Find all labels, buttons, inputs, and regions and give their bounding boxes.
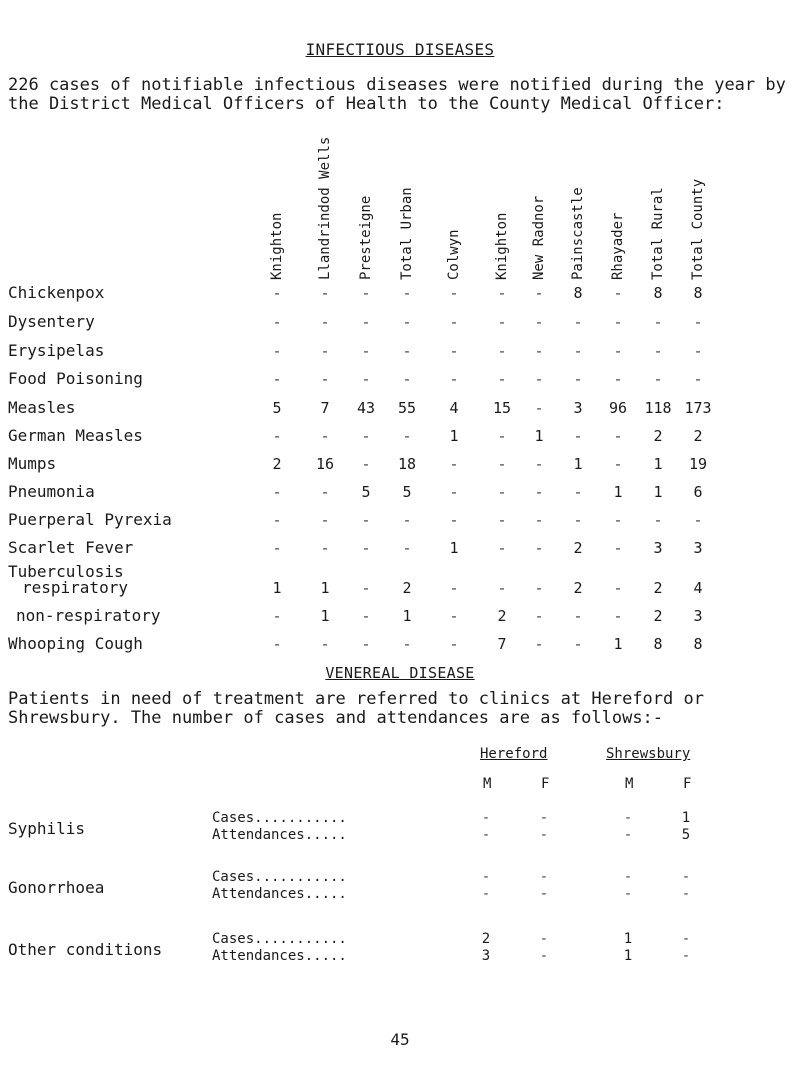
- vd-cell: -: [539, 827, 549, 843]
- vd-cell: -: [539, 931, 549, 947]
- table-cell: -: [653, 511, 663, 529]
- table-cell: -: [613, 455, 623, 473]
- table-cell: 2: [497, 607, 507, 625]
- vd-cell: -: [681, 931, 691, 947]
- table-cell: -: [534, 539, 544, 557]
- hereford-m-header: M: [483, 776, 492, 792]
- table-cell: -: [361, 284, 371, 302]
- table-cell: -: [449, 579, 459, 597]
- table-cell: -: [534, 313, 544, 331]
- row-label: German Measles: [8, 426, 143, 445]
- table-cell: -: [693, 313, 703, 331]
- row-label: Measles: [8, 398, 76, 417]
- table-cell: -: [497, 455, 507, 473]
- table-cell: -: [534, 579, 544, 597]
- table-cell: 1: [534, 427, 544, 445]
- table-cell: 1: [320, 607, 330, 625]
- table-cell: -: [402, 539, 412, 557]
- row-label: Puerperal Pyrexia: [8, 510, 172, 529]
- table-cell: -: [449, 455, 459, 473]
- attendances-label: Attendances.....: [212, 886, 347, 902]
- table-cell: -: [320, 342, 330, 360]
- table-cell: -: [320, 635, 330, 653]
- table-cell: -: [320, 483, 330, 501]
- attendances-label: Attendances.....: [212, 948, 347, 964]
- shrewsbury-m-header: M: [625, 776, 634, 792]
- table-cell: -: [402, 342, 412, 360]
- table-cell: -: [497, 427, 507, 445]
- table-cell: -: [402, 511, 412, 529]
- table-cell: 173: [684, 399, 712, 417]
- page-title: INFECTIOUS DISEASES: [305, 40, 495, 59]
- table-cell: -: [449, 342, 459, 360]
- table-cell: -: [693, 511, 703, 529]
- table-cell: 2: [653, 579, 663, 597]
- table-cell: 1: [320, 579, 330, 597]
- table-cell: -: [534, 607, 544, 625]
- table-cell: -: [693, 342, 703, 360]
- table-cell: 2: [653, 427, 663, 445]
- table-cell: -: [272, 635, 282, 653]
- vd-cell: 5: [681, 827, 691, 843]
- table-cell: 8: [693, 635, 703, 653]
- table-cell: -: [449, 284, 459, 302]
- vd-cell: -: [539, 886, 549, 902]
- table-cell: -: [361, 427, 371, 445]
- table-cell: -: [573, 370, 583, 388]
- table-cell: -: [613, 427, 623, 445]
- row-label: Tuberculosis: [8, 562, 124, 581]
- table-cell: -: [361, 539, 371, 557]
- table-cell: -: [497, 483, 507, 501]
- row-label: Whooping Cough: [8, 634, 143, 653]
- table-cell: -: [497, 579, 507, 597]
- table-cell: 2: [272, 455, 282, 473]
- table-cell: 8: [653, 635, 663, 653]
- table-cell: 1: [613, 635, 623, 653]
- table-cell: -: [320, 539, 330, 557]
- table-cell: 3: [693, 607, 703, 625]
- table-cell: -: [497, 313, 507, 331]
- table-cell: -: [449, 313, 459, 331]
- shrewsbury-f-header: F: [683, 776, 692, 792]
- column-header: Presteigne: [358, 195, 374, 280]
- table-cell: -: [497, 539, 507, 557]
- table-cell: 43: [356, 399, 376, 417]
- table-cell: -: [534, 370, 544, 388]
- hereford-f-header: F: [541, 776, 550, 792]
- table-cell: -: [272, 539, 282, 557]
- table-cell: -: [653, 342, 663, 360]
- table-cell: -: [320, 427, 330, 445]
- table-cell: -: [449, 511, 459, 529]
- table-cell: -: [693, 370, 703, 388]
- table-cell: 8: [573, 284, 583, 302]
- table-cell: -: [320, 511, 330, 529]
- table-cell: 19: [688, 455, 708, 473]
- table-cell: -: [613, 511, 623, 529]
- table-cell: -: [272, 607, 282, 625]
- table-cell: -: [534, 483, 544, 501]
- table-cell: -: [272, 483, 282, 501]
- table-cell: -: [449, 483, 459, 501]
- shrewsbury-header: Shrewsbury: [606, 746, 691, 762]
- table-cell: -: [361, 313, 371, 331]
- vd-cell: -: [481, 810, 491, 826]
- row-label: Erysipelas: [8, 341, 105, 360]
- table-cell: -: [402, 284, 412, 302]
- column-header: Total Rural: [650, 187, 666, 280]
- vd-cell: -: [623, 827, 633, 843]
- table-cell: -: [573, 427, 583, 445]
- table-cell: -: [402, 370, 412, 388]
- column-header: Colwyn: [446, 229, 462, 280]
- row-label: Scarlet Fever: [8, 538, 134, 557]
- table-cell: -: [573, 511, 583, 529]
- table-cell: -: [534, 342, 544, 360]
- table-cell: -: [361, 511, 371, 529]
- cases-label: Cases...........: [212, 869, 347, 885]
- table-cell: -: [361, 607, 371, 625]
- vd-row-label: Other conditions: [8, 940, 163, 959]
- vd-cell: -: [681, 886, 691, 902]
- vd-cell: -: [623, 810, 633, 826]
- vd-cell: 1: [681, 810, 691, 826]
- table-cell: -: [361, 370, 371, 388]
- table-cell: -: [361, 635, 371, 653]
- table-cell: 2: [573, 579, 583, 597]
- table-cell: 2: [653, 607, 663, 625]
- table-cell: -: [272, 342, 282, 360]
- table-cell: -: [272, 511, 282, 529]
- table-cell: 3: [573, 399, 583, 417]
- table-cell: -: [497, 370, 507, 388]
- intro-paragraph: 226 cases of notifiable infectious diseases were notified during the year by the District Medical Officers of Health to the County Medical Officer:: [8, 75, 797, 114]
- table-cell: 5: [272, 399, 282, 417]
- table-cell: 5: [402, 483, 412, 501]
- vd-cell: -: [481, 886, 491, 902]
- table-cell: -: [573, 483, 583, 501]
- vd-cell: -: [623, 886, 633, 902]
- column-header: Knighton: [269, 212, 285, 280]
- cases-label: Cases...........: [212, 810, 347, 826]
- table-cell: -: [573, 342, 583, 360]
- column-header: Knighton: [494, 212, 510, 280]
- vd-intro-paragraph: Patients in need of treatment are referred to clinics at Hereford or Shrewsbury. The number of cases and attendances are as follows:-: [8, 689, 715, 728]
- column-header: New Radnor: [531, 195, 547, 280]
- vd-cell: -: [681, 948, 691, 964]
- table-cell: 15: [492, 399, 512, 417]
- row-label: respiratory: [22, 578, 128, 597]
- table-cell: 6: [693, 483, 703, 501]
- column-header: Painscastle: [570, 187, 586, 280]
- table-cell: 1: [449, 539, 459, 557]
- column-header: Total Urban: [399, 187, 415, 280]
- attendances-label: Attendances.....: [212, 827, 347, 843]
- hereford-header: Hereford: [480, 746, 548, 762]
- table-cell: 5: [361, 483, 371, 501]
- table-cell: -: [449, 370, 459, 388]
- table-cell: 3: [693, 539, 703, 557]
- table-cell: -: [534, 399, 544, 417]
- vd-cell: -: [539, 948, 549, 964]
- table-cell: 1: [272, 579, 282, 597]
- vd-cell: 1: [623, 948, 633, 964]
- table-cell: 2: [693, 427, 703, 445]
- table-cell: -: [402, 427, 412, 445]
- vd-cell: -: [681, 869, 691, 885]
- vd-cell: -: [623, 869, 633, 885]
- column-header: Rhayader: [610, 212, 626, 280]
- table-cell: 8: [653, 284, 663, 302]
- table-cell: 3: [653, 539, 663, 557]
- table-cell: 118: [644, 399, 672, 417]
- column-header: Llandrindod Wells: [317, 136, 333, 280]
- table-cell: -: [449, 635, 459, 653]
- table-cell: 1: [653, 483, 663, 501]
- table-cell: -: [320, 313, 330, 331]
- table-cell: -: [449, 607, 459, 625]
- table-cell: -: [573, 313, 583, 331]
- table-cell: 1: [653, 455, 663, 473]
- table-cell: -: [534, 455, 544, 473]
- table-cell: 1: [573, 455, 583, 473]
- table-cell: -: [497, 511, 507, 529]
- table-cell: 55: [397, 399, 417, 417]
- row-label: Mumps: [8, 454, 57, 473]
- table-cell: 4: [693, 579, 703, 597]
- table-cell: -: [361, 342, 371, 360]
- table-cell: -: [320, 284, 330, 302]
- table-cell: 1: [613, 483, 623, 501]
- table-cell: 7: [320, 399, 330, 417]
- table-cell: 2: [573, 539, 583, 557]
- table-cell: -: [534, 284, 544, 302]
- row-label: Food Poisoning: [8, 369, 143, 388]
- table-cell: -: [613, 539, 623, 557]
- vd-cell: -: [481, 869, 491, 885]
- column-header: Total County: [690, 178, 706, 280]
- table-cell: 16: [315, 455, 335, 473]
- table-cell: -: [402, 313, 412, 331]
- table-cell: -: [402, 635, 412, 653]
- table-cell: 1: [402, 607, 412, 625]
- vd-cell: -: [539, 810, 549, 826]
- table-cell: -: [534, 511, 544, 529]
- table-cell: -: [613, 313, 623, 331]
- table-cell: -: [534, 635, 544, 653]
- table-cell: -: [497, 284, 507, 302]
- table-cell: -: [361, 579, 371, 597]
- table-cell: -: [272, 284, 282, 302]
- table-cell: -: [653, 313, 663, 331]
- table-cell: 18: [397, 455, 417, 473]
- table-cell: -: [497, 342, 507, 360]
- vd-cell: 2: [481, 931, 491, 947]
- table-cell: -: [613, 284, 623, 302]
- row-label: non-respiratory: [16, 606, 161, 625]
- vd-cell: 1: [623, 931, 633, 947]
- vd-cell: -: [481, 827, 491, 843]
- cases-label: Cases...........: [212, 931, 347, 947]
- table-cell: 1: [449, 427, 459, 445]
- row-label: Pneumonia: [8, 482, 95, 501]
- vd-row-label: Syphilis: [8, 819, 86, 838]
- page-number: 45: [390, 1030, 410, 1049]
- table-cell: -: [573, 607, 583, 625]
- table-cell: -: [272, 370, 282, 388]
- table-cell: -: [613, 607, 623, 625]
- table-cell: 96: [608, 399, 628, 417]
- table-cell: -: [272, 313, 282, 331]
- vd-title: VENEREAL DISEASE: [325, 664, 475, 682]
- row-label: Dysentery: [8, 312, 95, 331]
- vd-cell: 3: [481, 948, 491, 964]
- table-cell: -: [613, 370, 623, 388]
- table-cell: 2: [402, 579, 412, 597]
- table-cell: -: [613, 579, 623, 597]
- table-cell: 4: [449, 399, 459, 417]
- table-cell: -: [272, 427, 282, 445]
- vd-cell: -: [539, 869, 549, 885]
- table-cell: -: [653, 370, 663, 388]
- table-cell: 7: [497, 635, 507, 653]
- vd-row-label: Gonorrhoea: [8, 878, 105, 897]
- row-label: Chickenpox: [8, 283, 105, 302]
- table-cell: -: [361, 455, 371, 473]
- table-cell: -: [320, 370, 330, 388]
- table-cell: -: [613, 342, 623, 360]
- table-cell: -: [573, 635, 583, 653]
- table-cell: 8: [693, 284, 703, 302]
